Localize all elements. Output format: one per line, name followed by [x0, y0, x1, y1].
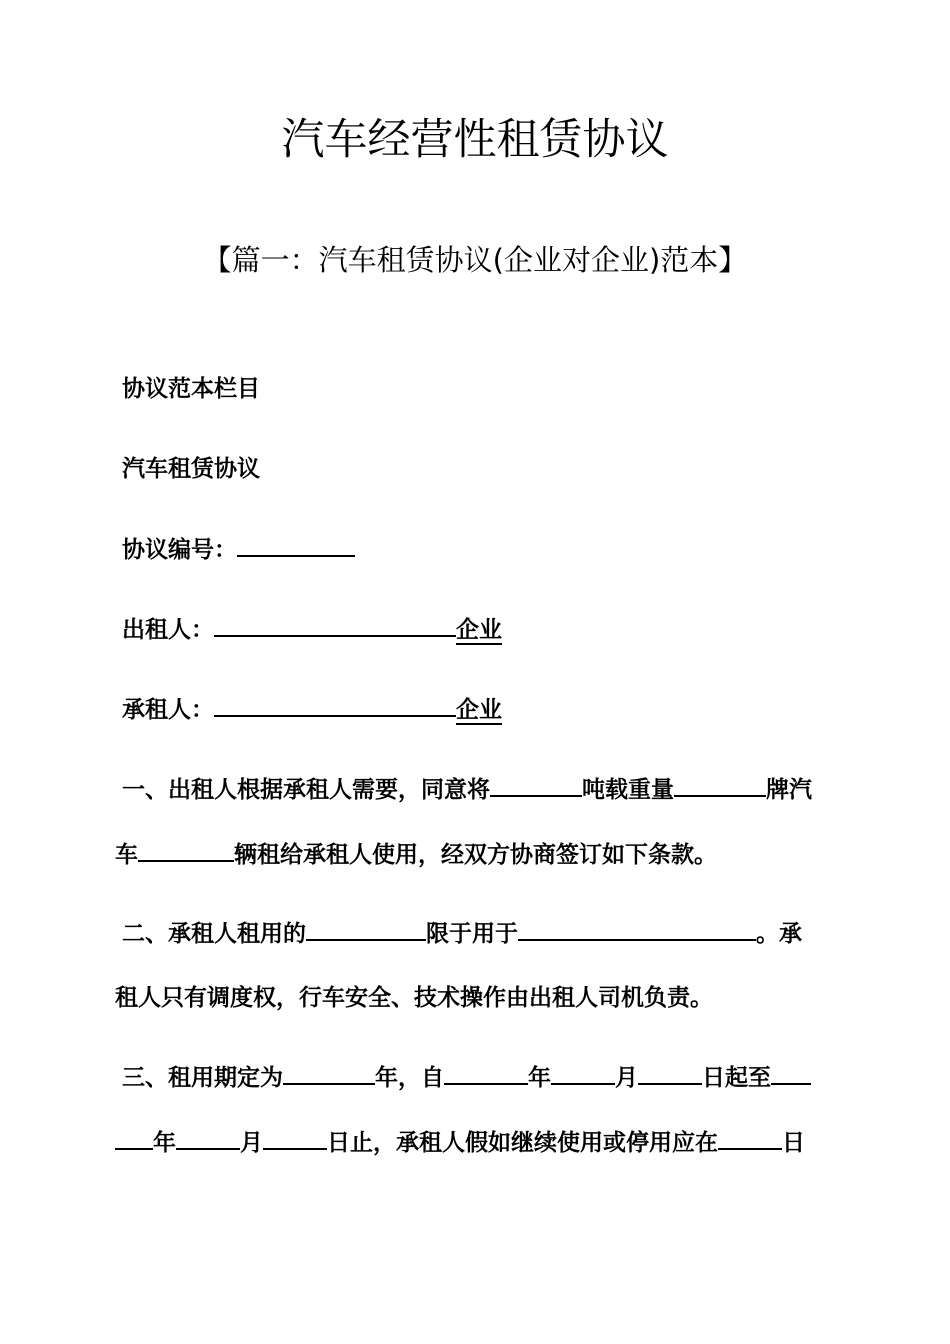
lessor-line [122, 613, 502, 646]
clause-3-blank-end-day [263, 1126, 327, 1150]
clause-2-line-1 [122, 917, 802, 950]
clause-3-line-2 [115, 1126, 805, 1159]
clause-3-text-d: 月 [615, 1065, 638, 1091]
clause-3-text-a: 三、租用期定为 [122, 1065, 283, 1091]
lessee-line [122, 693, 502, 726]
clause-3-text-f: 年 [153, 1130, 176, 1156]
clause-1-text-c: 牌汽 [766, 777, 812, 803]
clause-1-blank-brand [674, 773, 766, 797]
clause-3-text-b: 年，自 [375, 1065, 444, 1091]
lessee-blank [214, 693, 456, 717]
document-subtitle: 【篇一：汽车租赁协议(企业对企业)范本】 [202, 243, 748, 277]
clause-1-text-b: 吨载重量 [582, 777, 674, 803]
lessee-label: 承租人： [122, 697, 214, 723]
section-heading: 协议范本栏目 [122, 376, 260, 402]
clause-1-blank-count [138, 838, 234, 862]
lessor-blank [214, 613, 456, 637]
clause-3-text-i: 日 [782, 1130, 805, 1156]
clause-2-blank-purpose [518, 917, 756, 941]
clause-2-blank-vehicle [306, 917, 426, 941]
clause-3-blank-notice-days [718, 1126, 782, 1150]
clause-3-text-c: 年 [528, 1065, 551, 1091]
contract-number-line [122, 533, 355, 566]
clause-2-text-c: 。承 [756, 921, 802, 947]
clause-3-blank-end-month [176, 1126, 240, 1150]
clause-3-blank-years [283, 1061, 375, 1085]
clause-3-text-e: 日起至 [702, 1065, 771, 1091]
clause-1-text-a: 一、出租人根据承租人需要，同意将 [122, 777, 490, 803]
clause-1-line-1 [122, 773, 812, 806]
clause-1-text-d: 车 [115, 842, 138, 868]
lessor-suffix: 企业 [456, 617, 502, 643]
lessee-suffix: 企业 [456, 697, 502, 723]
clause-2-text-a: 二、承租人租用的 [122, 921, 306, 947]
clause-3-text-h: 日止，承租人假如继续使用或停用应在 [327, 1130, 718, 1156]
document-title: 汽车经营性租赁协议 [281, 115, 669, 165]
clause-2-text-b: 限于用于 [426, 921, 518, 947]
clause-3-blank-start-month [551, 1061, 615, 1085]
clause-1-blank-tonnage [490, 773, 582, 797]
contract-name: 汽车租赁协议 [122, 456, 260, 482]
clause-1-text-e: 辆租给承租人使用，经双方协商签订如下条款。 [234, 842, 717, 868]
contract-number-blank [237, 533, 355, 557]
clause-1-line-2 [115, 838, 717, 871]
clause-3-line-1 [122, 1061, 811, 1094]
clause-2-line-2: 租人只有调度权，行车安全、技术操作由出租人司机负责。 [115, 985, 713, 1011]
clause-3-blank-start-day [638, 1061, 702, 1085]
clause-3-blank-end-year-b [115, 1126, 153, 1150]
lessor-label: 出租人： [122, 617, 214, 643]
clause-3-blank-start-year [444, 1061, 528, 1085]
contract-number-label: 协议编号： [122, 537, 237, 563]
clause-3-text-g: 月 [240, 1130, 263, 1156]
clause-3-blank-end-year-a [771, 1061, 811, 1085]
